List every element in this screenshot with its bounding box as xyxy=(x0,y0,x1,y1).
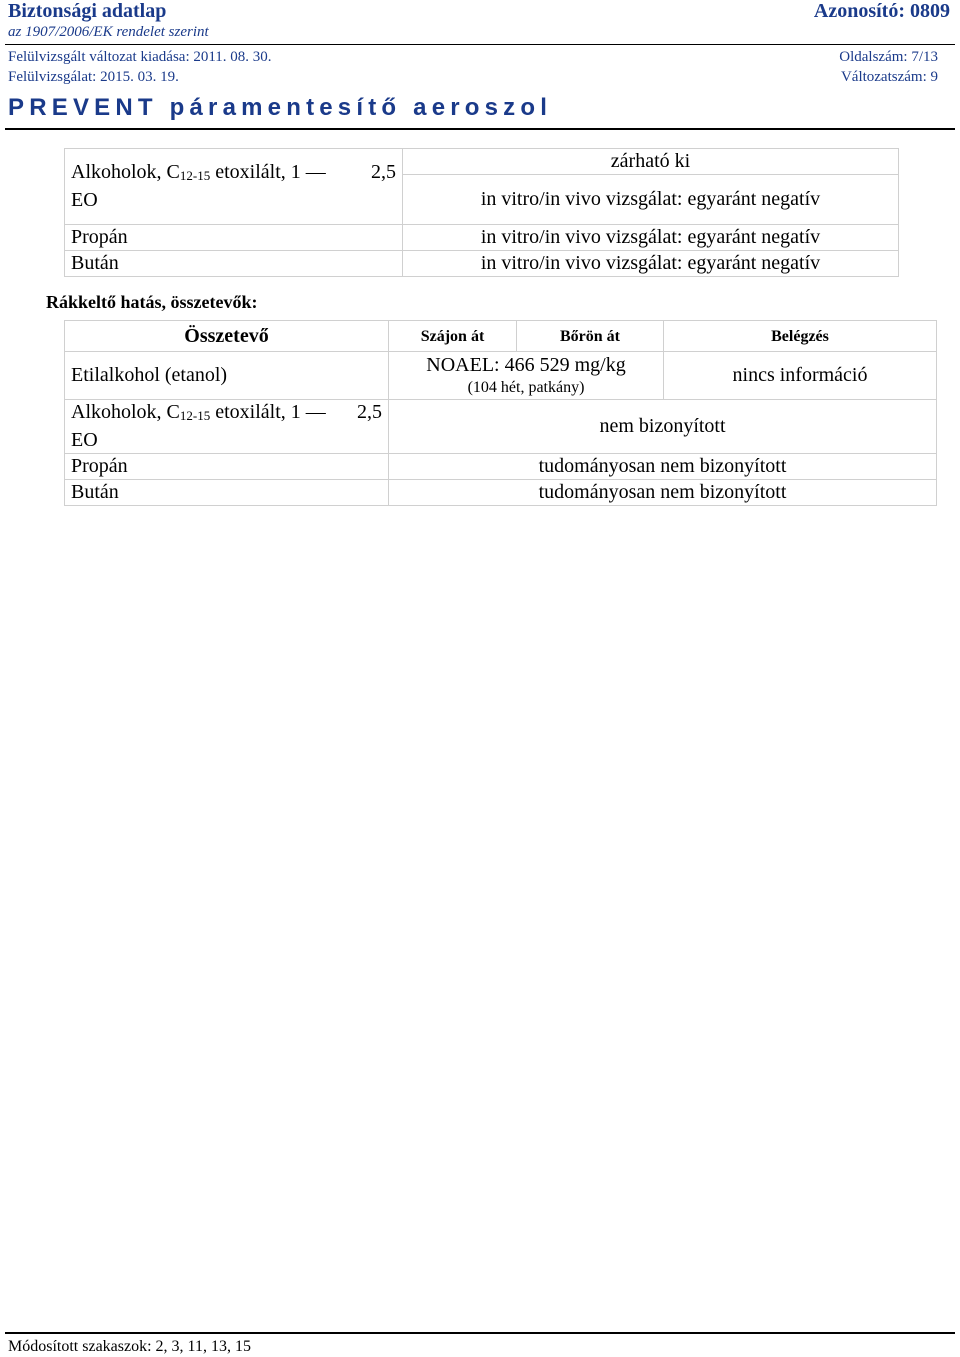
carcinogenicity-table xyxy=(64,320,937,506)
column-header: Belégzés xyxy=(664,321,937,352)
result-cell: in vitro/in vivo vizsgálat: egyaránt negatív xyxy=(403,251,899,277)
table-row xyxy=(65,400,937,454)
regulation-reference: az 1907/2006/EK rendelet szerint xyxy=(8,24,209,40)
component-name: Propán xyxy=(65,225,403,251)
column-header: Szájon át xyxy=(389,321,517,352)
table-row xyxy=(65,454,937,480)
table-row xyxy=(65,149,899,175)
component-name-line2: EO xyxy=(71,189,98,211)
table-row xyxy=(65,352,937,400)
table-row xyxy=(65,480,937,506)
footer-divider xyxy=(5,1332,955,1334)
result-cell: tudományosan nem bizonyított xyxy=(389,454,937,480)
table-row xyxy=(65,225,899,251)
mutagenicity-table xyxy=(64,148,899,277)
component-cell xyxy=(65,400,389,454)
page-number: Oldalszám: 7/13 xyxy=(839,49,938,65)
inhalation-result: nincs információ xyxy=(664,352,937,400)
product-name: PREVENT páramentesítő aeroszol xyxy=(8,94,553,121)
result-cell: in vitro/in vivo vizsgálat: egyaránt negatív xyxy=(403,225,899,251)
product-divider xyxy=(5,128,955,130)
revision-issued: Felülvizsgált változat kiadása: 2011. 08. 30. xyxy=(8,49,272,65)
component-name: Bután xyxy=(65,480,389,506)
component-name: Alkoholok, $C_{12-15}$ etoxilált, 1 — 2,5 xyxy=(71,161,396,183)
version-number: Változatszám: 9 xyxy=(840,69,938,85)
oral-result: NOAEL: 466 529 mg/kg xyxy=(426,354,626,376)
component-name: Propán xyxy=(65,454,389,480)
table-header-row xyxy=(65,321,937,352)
component-name: Bután xyxy=(65,251,403,277)
result-cell: in vitro/in vivo vizsgálat: egyaránt negatív xyxy=(403,175,899,225)
revision-date: Felülvizsgálat: 2015. 03. 19. xyxy=(8,69,179,85)
component-name-line2: EO xyxy=(71,429,98,451)
component-name: Alkoholok, $C_{12-15}$ etoxilált, 1 — 2,5 xyxy=(71,401,382,423)
oral-result-cell xyxy=(389,352,664,400)
modified-sections: Módosított szakaszok: 2, 3, 11, 13, 15 xyxy=(8,1338,251,1355)
document-id: Azonosító: 0809 xyxy=(813,0,950,22)
result-cell: zárható ki xyxy=(403,149,899,175)
header-divider xyxy=(5,44,955,45)
result-cell: tudományosan nem bizonyított xyxy=(389,480,937,506)
result-cell: nem bizonyított xyxy=(389,400,937,454)
component-name: Etilalkohol (etanol) xyxy=(65,352,389,400)
document-title: Biztonsági adatlap xyxy=(8,0,167,22)
table-row xyxy=(65,251,899,277)
column-header: Összetevő xyxy=(65,321,389,352)
section-title: Rákkeltő hatás, összetevők: xyxy=(46,292,258,312)
column-header: Bőrön át xyxy=(517,321,664,352)
oral-result-note: (104 hét, patkány) xyxy=(467,379,585,396)
component-cell xyxy=(65,149,403,225)
